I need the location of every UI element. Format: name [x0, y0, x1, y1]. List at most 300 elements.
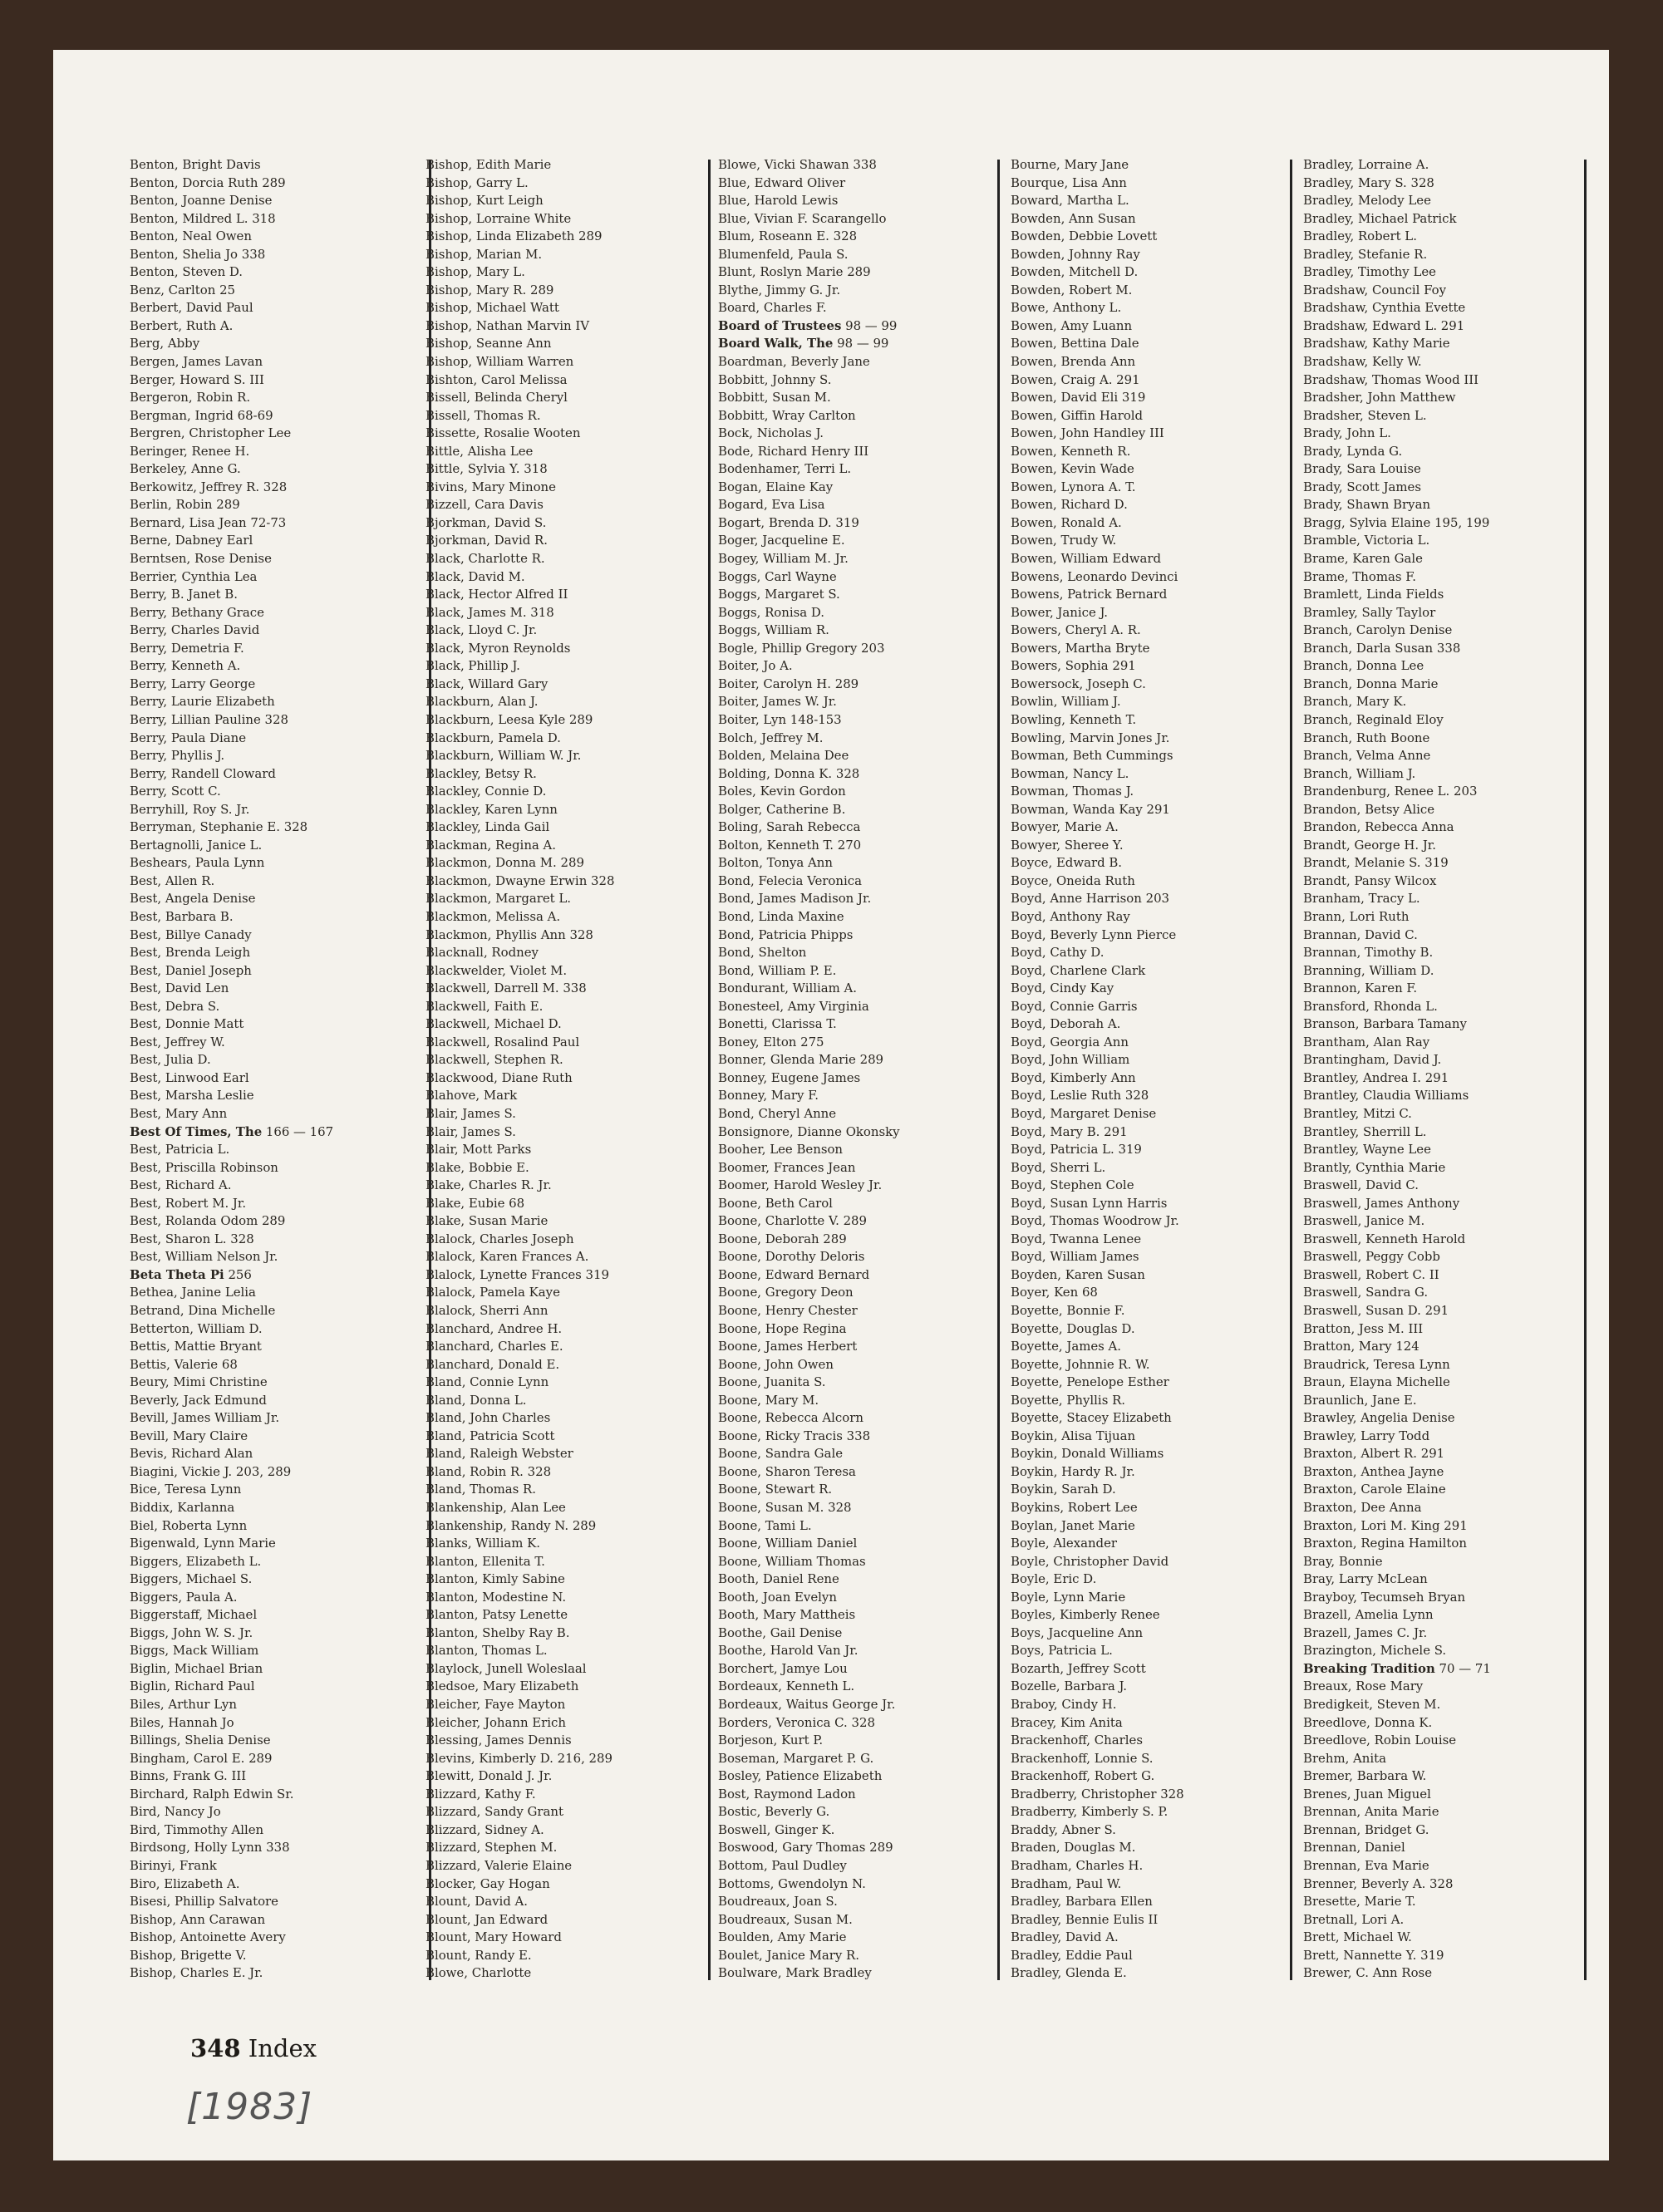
index-entry: Boyette, James A. — [1011, 1339, 1122, 1354]
index-column-5 — [1303, 156, 1491, 1983]
index-entry: Bowen, Richard D. — [1011, 497, 1128, 513]
index-entry: Bramlett, Linda Fields — [1303, 587, 1444, 602]
index-entry: Blount, Randy E. — [426, 1947, 532, 1963]
index-entry: Bowman, Thomas J. — [1011, 784, 1134, 799]
index-entry: Braswell, Janice M. — [1303, 1213, 1425, 1229]
index-entry: Berry, Phyllis J. — [130, 748, 225, 764]
index-entry: Blair, Mott Parks — [426, 1142, 532, 1158]
index-entry: Boyd, Patricia L. 319 — [1011, 1142, 1142, 1158]
index-entry: Branch, Ruth Boone — [1303, 730, 1430, 745]
index-entry: Benz, Carlton 25 — [130, 282, 236, 297]
index-entry: Berry, B. Janet B. — [130, 587, 238, 602]
index-entry: Bradshaw, Edward L. 291 — [1303, 317, 1465, 333]
index-entry: Bradley, Melody Lee — [1303, 193, 1431, 209]
index-entry: Bobbitt, Johnny S. — [718, 371, 832, 387]
index-entry: Bissette, Rosalie Wooten — [426, 425, 581, 441]
index-entry: Biddix, Karlanna — [130, 1500, 235, 1516]
index-entry: Blackburn, William W. Jr. — [426, 748, 582, 764]
index-entry: Best Of Times, The 166 — 167 — [130, 1123, 334, 1139]
index-entry: Brandon, Betsy Alice — [1303, 801, 1435, 817]
index-entry: Bishop, Ann Carawan — [130, 1911, 266, 1927]
index-entry: Bowden, Robert M. — [1011, 282, 1133, 297]
index-entry: Boone, Ricky Tracis 338 — [718, 1428, 871, 1443]
index-entry: Blake, Bobbie E. — [426, 1159, 529, 1175]
index-column-1 — [130, 156, 333, 1983]
index-entry: Best, Allen R. — [130, 873, 215, 888]
index-entry: Boyle, Eric D. — [1011, 1571, 1097, 1587]
index-entry: Boyden, Karen Susan — [1011, 1266, 1145, 1282]
index-entry: Blackwell, Darrell M. 338 — [426, 981, 587, 996]
index-entry: Blizzard, Stephen M. — [426, 1840, 558, 1856]
index-entry: Bond, Shelton — [718, 945, 807, 961]
index-entry: Blanks, William K. — [426, 1536, 540, 1551]
index-entry: Bond, Felecia Veronica — [718, 873, 862, 888]
index-entry: Beshears, Paula Lynn — [130, 855, 265, 871]
index-entry: Boggs, Carl Wayne — [718, 568, 837, 584]
index-entry: Bowers, Martha Bryte — [1011, 640, 1150, 656]
index-entry: Braxton, Carole Elaine — [1303, 1482, 1446, 1497]
index-entry: Bishop, Seanne Ann — [426, 336, 552, 351]
index-entry: Bond, James Madison Jr. — [718, 891, 872, 907]
index-entry: Boykin, Donald Williams — [1011, 1446, 1164, 1462]
index-entry: Boyette, Douglas D. — [1011, 1320, 1135, 1336]
index-entry: Brantly, Cynthia Marie — [1303, 1159, 1446, 1175]
index-entry: Bigenwald, Lynn Marie — [130, 1536, 276, 1551]
index-entry: Board of Trustees 98 — 99 — [718, 317, 898, 333]
index-entry: Best, Julia D. — [130, 1052, 211, 1068]
index-entry: Bowens, Leonardo Devinci — [1011, 568, 1178, 584]
index-entry: Blanchard, Charles E. — [426, 1339, 563, 1354]
index-entry: Bowman, Wanda Kay 291 — [1011, 801, 1170, 817]
index-entry: Brazington, Michele S. — [1303, 1643, 1447, 1659]
index-entry: Boyd, Connie Garris — [1011, 998, 1138, 1014]
index-entry: Berryman, Stephanie E. 328 — [130, 819, 308, 835]
index-entry: Brandon, Rebecca Anna — [1303, 819, 1454, 835]
index-entry: Berlin, Robin 289 — [130, 497, 240, 513]
index-entry: Bowden, Debbie Lovett — [1011, 229, 1158, 244]
index-entry: Brehm, Anita — [1303, 1750, 1387, 1766]
index-entry: Berry, Lillian Pauline 328 — [130, 711, 288, 727]
index-entry: Bradley, Bennie Eulis II — [1011, 1911, 1159, 1927]
index-entry: Bland, John Charles — [426, 1410, 551, 1426]
index-entry: Berntsen, Rose Denise — [130, 551, 272, 567]
index-entry: Bradley, Eddie Paul — [1011, 1947, 1133, 1963]
index-entry: Best, Richard A. — [130, 1177, 232, 1193]
index-entry: Bordeaux, Waitus George Jr. — [718, 1697, 896, 1713]
index-entry: Bradley, David A. — [1011, 1929, 1119, 1945]
index-entry: Bradsher, Steven L. — [1303, 407, 1427, 423]
index-entry: Boyd, Sherri L. — [1011, 1159, 1106, 1175]
index-entry: Brawley, Angelia Denise — [1303, 1410, 1455, 1426]
index-entry: Bishop, Charles E. Jr. — [130, 1965, 263, 1981]
index-entry: Boone, Edward Bernard — [718, 1266, 870, 1282]
index-entry: Black, Myron Reynolds — [426, 640, 571, 656]
index-entry: Blessing, James Dennis — [426, 1733, 572, 1748]
index-entry: Blue, Vivian F. Scarangello — [718, 210, 887, 226]
index-entry: Benton, Steven D. — [130, 264, 244, 280]
index-entry: Brady, John L. — [1303, 425, 1391, 441]
index-entry: Braxton, Regina Hamilton — [1303, 1536, 1467, 1551]
index-entry: Benton, Bright Davis — [130, 157, 261, 172]
index-entry: Branch, Donna Marie — [1303, 676, 1439, 691]
index-entry: Best, Daniel Joseph — [130, 962, 252, 978]
index-entry: Bowen, Giffin Harold — [1011, 407, 1144, 423]
index-entry: Bowman, Beth Cummings — [1011, 748, 1173, 764]
index-entry: Boyce, Oneida Ruth — [1011, 873, 1135, 888]
index-entry: Bethea, Janine Lelia — [130, 1285, 256, 1300]
index-entry: Bretnall, Lori A. — [1303, 1911, 1405, 1927]
index-entry: Blacknall, Rodney — [426, 945, 539, 961]
index-entry: Benton, Mildred L. 318 — [130, 210, 276, 226]
index-entry: Bergeron, Robin R. — [130, 390, 251, 406]
index-entry: Bredigkeit, Steven M. — [1303, 1697, 1441, 1713]
index-entry: Brackenhoff, Lonnie S. — [1011, 1750, 1154, 1766]
index-entry: Boyle, Christopher David — [1011, 1553, 1169, 1569]
column-divider — [997, 160, 1000, 1980]
index-entry: Braxton, Dee Anna — [1303, 1500, 1422, 1516]
index-entry: Beverly, Jack Edmund — [130, 1392, 267, 1408]
index-entry: Booth, Mary Mattheis — [718, 1607, 856, 1623]
index-entry: Brennan, Bridget G. — [1303, 1821, 1429, 1837]
index-entry: Bode, Richard Henry III — [718, 443, 869, 459]
index-entry: Boyette, Stacey Elizabeth — [1011, 1410, 1172, 1426]
index-entry: Bowden, Ann Susan — [1011, 210, 1136, 226]
index-entry: Best, Angela Denise — [130, 891, 256, 907]
index-entry: Brandt, Melanie S. 319 — [1303, 855, 1449, 871]
index-entry: Blue, Harold Lewis — [718, 193, 839, 209]
index-entry: Blanchard, Andree H. — [426, 1320, 563, 1336]
index-entry: Boudreaux, Susan M. — [718, 1911, 853, 1927]
index-entry: Boswood, Gary Thomas 289 — [718, 1840, 893, 1856]
index-entry: Boger, Jacqueline E. — [718, 533, 845, 548]
index-entry: Boone, Henry Chester — [718, 1303, 858, 1318]
index-entry: Boulet, Janice Mary R. — [718, 1947, 859, 1963]
index-entry: Boone, Rebecca Alcorn — [718, 1410, 863, 1426]
index-entry: Brett, Michael W. — [1303, 1929, 1412, 1945]
index-entry: Biel, Roberta Lynn — [130, 1517, 248, 1533]
index-entry: Best, Robert M. Jr. — [130, 1195, 247, 1211]
index-entry: Best, Rolanda Odom 289 — [130, 1213, 286, 1229]
index-entry: Best, Linwood Earl — [130, 1069, 249, 1085]
index-entry: Bowen, Kevin Wade — [1011, 461, 1134, 477]
index-entry: Bland, Connie Lynn — [426, 1374, 549, 1390]
index-entry: Blackburn, Pamela D. — [426, 730, 561, 745]
index-entry: Benton, Shelia Jo 338 — [130, 246, 266, 262]
index-entry: Best, Priscilla Robinson — [130, 1159, 278, 1175]
index-entry: Boyd, William James — [1011, 1249, 1139, 1265]
index-entry: Biggers, Paula A. — [130, 1589, 238, 1605]
index-entry: Bradsher, John Matthew — [1303, 390, 1456, 406]
index-entry: Boiter, James W. Jr. — [718, 694, 837, 710]
index-entry: Branson, Barbara Tamany — [1303, 1016, 1467, 1032]
index-entry: Boomer, Frances Jean — [718, 1159, 856, 1175]
index-entry: Bonner, Glenda Marie 289 — [718, 1052, 884, 1068]
index-entry: Best, Billye Canady — [130, 927, 252, 942]
index-entry: Bresette, Marie T. — [1303, 1894, 1416, 1910]
index-entry: Blalock, Pamela Kaye — [426, 1285, 560, 1300]
index-entry: Bradshaw, Kelly W. — [1303, 354, 1422, 370]
index-entry: Brandenburg, Renee L. 203 — [1303, 784, 1478, 799]
index-entry: Berry, Larry George — [130, 676, 256, 691]
index-entry: Blackley, Betsy R. — [426, 765, 537, 781]
index-entry: Braboy, Cindy H. — [1011, 1697, 1117, 1713]
index-entry: Biggs, John W. S. Jr. — [130, 1625, 253, 1640]
index-entry: Boone, Susan M. 328 — [718, 1500, 852, 1516]
index-entry: Boardman, Beverly Jane — [718, 354, 870, 370]
index-entry: Bowen, Kenneth R. — [1011, 443, 1131, 459]
index-entry: Bransford, Rhonda L. — [1303, 998, 1438, 1014]
index-entry: Bogart, Brenda D. 319 — [718, 514, 859, 530]
index-entry: Boone, Charlotte V. 289 — [718, 1213, 867, 1229]
index-entry: Bondurant, William A. — [718, 981, 857, 996]
index-entry: Blythe, Jimmy G. Jr. — [718, 282, 841, 297]
index-entry: Best, Donnie Matt — [130, 1016, 244, 1032]
index-entry: Bond, Linda Maxine — [718, 908, 844, 924]
index-entry: Blackwell, Stephen R. — [426, 1052, 563, 1068]
index-entry: Bittle, Alisha Lee — [426, 443, 534, 459]
index-entry: Bowyer, Marie A. — [1011, 819, 1119, 835]
index-entry: Boykins, Robert Lee — [1011, 1500, 1138, 1516]
index-entry: Blaylock, Junell Woleslaal — [426, 1660, 587, 1676]
index-entry: Blackwell, Rosalind Paul — [426, 1034, 580, 1049]
index-entry: Bowen, David Eli 319 — [1011, 390, 1146, 406]
index-entry: Bradley, Glenda E. — [1011, 1965, 1127, 1981]
index-entry: Blizzard, Sidney A. — [426, 1821, 544, 1837]
index-entry: Boone, John Owen — [718, 1356, 834, 1372]
index-entry: Boys, Patricia L. — [1011, 1643, 1113, 1659]
index-entry: Boswell, Ginger K. — [718, 1821, 835, 1837]
index-entry: Brawley, Larry Todd — [1303, 1428, 1430, 1443]
index-entry: Bishop, Linda Elizabeth 289 — [426, 229, 603, 244]
index-entry: Biles, Hannah Jo — [130, 1714, 234, 1730]
index-entry: Best, Debra S. — [130, 998, 220, 1014]
index-entry: Blunt, Roslyn Marie 289 — [718, 264, 871, 280]
index-entry: Birdsong, Holly Lynn 338 — [130, 1840, 290, 1856]
index-entry: Braun, Elayna Michelle — [1303, 1374, 1450, 1390]
index-entry: Brandt, George H. Jr. — [1303, 837, 1437, 853]
index-entry: Boyce, Edward B. — [1011, 855, 1123, 871]
index-entry: Boone, William Daniel — [718, 1536, 858, 1551]
index-entry: Biagini, Vickie J. 203, 289 — [130, 1463, 292, 1479]
index-entry: Berry, Demetria F. — [130, 640, 244, 656]
index-entry: Blackwood, Diane Ruth — [426, 1069, 573, 1085]
index-entry: Braswell, Robert C. II — [1303, 1266, 1439, 1282]
index-entry: Berry, Bethany Grace — [130, 604, 264, 620]
index-entry: Bowen, Lynora A. T. — [1011, 479, 1136, 494]
index-entry: Blackburn, Alan J. — [426, 694, 539, 710]
index-entry: Bisesi, Phillip Salvatore — [130, 1894, 278, 1910]
index-entry: Boone, Sharon Teresa — [718, 1463, 856, 1479]
column-divider — [1290, 160, 1292, 1980]
index-entry: Blackwell, Michael D. — [426, 1016, 562, 1032]
index-entry: Brady, Sara Louise — [1303, 461, 1421, 477]
index-entry: Bowen, Amy Luann — [1011, 317, 1133, 333]
index-entry: Blizzard, Valerie Elaine — [426, 1857, 573, 1873]
index-column-3 — [718, 156, 900, 1983]
index-entry: Blahove, Mark — [426, 1088, 518, 1104]
index-entry: Brannan, David C. — [1303, 927, 1418, 942]
index-entry: Branch, Darla Susan 338 — [1303, 640, 1461, 656]
index-entry: Boone, Stewart R. — [718, 1482, 833, 1497]
index-entry: Boone, Dorothy Deloris — [718, 1249, 865, 1265]
index-entry: Bland, Patricia Scott — [426, 1428, 555, 1443]
index-entry: Bishop, Mary L. — [426, 264, 525, 280]
index-entry: Bourque, Lisa Ann — [1011, 175, 1127, 190]
index-entry: Bettis, Mattie Bryant — [130, 1339, 262, 1354]
index-entry: Braswell, Sandra G. — [1303, 1285, 1429, 1300]
index-entry: Boyd, Cathy D. — [1011, 945, 1105, 961]
index-entry: Bradberry, Christopher 328 — [1011, 1786, 1184, 1802]
index-entry: Boles, Kevin Gordon — [718, 784, 846, 799]
index-entry: Brenes, Juan Miguel — [1303, 1786, 1431, 1802]
index-entry: Berry, Laurie Elizabeth — [130, 694, 275, 710]
index-entry: Bratton, Mary 124 — [1303, 1339, 1419, 1354]
index-entry: Boyd, Margaret Denise — [1011, 1105, 1157, 1121]
index-entry: Blake, Susan Marie — [426, 1213, 549, 1229]
index-entry: Boyd, Anthony Ray — [1011, 908, 1130, 924]
index-entry: Braswell, Peggy Cobb — [1303, 1249, 1440, 1265]
index-entry: Bonetti, Clarissa T. — [718, 1016, 837, 1032]
index-entry: Blanton, Ellenita T. — [426, 1553, 545, 1569]
index-entry: Blumenfeld, Paula S. — [718, 246, 849, 262]
index-entry: Boyles, Kimberly Renee — [1011, 1607, 1160, 1623]
index-entry: Bragg, Sylvia Elaine 195, 199 — [1303, 514, 1490, 530]
index-entry: Braswell, David C. — [1303, 1177, 1419, 1193]
index-entry: Blanton, Kimly Sabine — [426, 1571, 565, 1587]
index-entry: Brayboy, Tecumseh Bryan — [1303, 1589, 1466, 1605]
index-entry: Boone, Gregory Deon — [718, 1285, 854, 1300]
index-entry: Boyd, Beverly Lynn Pierce — [1011, 927, 1177, 942]
index-entry: Bradham, Paul W. — [1011, 1875, 1122, 1891]
index-entry: Bevill, James William Jr. — [130, 1410, 280, 1426]
index-entry: Bradley, Michael Patrick — [1303, 210, 1457, 226]
index-entry: Bowling, Kenneth T. — [1011, 711, 1137, 727]
index-entry: Blue, Edward Oliver — [718, 175, 846, 190]
index-entry: Bjorkman, David R. — [426, 533, 548, 548]
index-entry: Branham, Tracy L. — [1303, 891, 1420, 907]
index-entry: Berger, Howard S. III — [130, 371, 264, 387]
index-entry: Bowen, William Edward — [1011, 551, 1162, 567]
index-entry: Boykin, Hardy R. Jr. — [1011, 1463, 1135, 1479]
index-entry: Bland, Donna L. — [426, 1392, 527, 1408]
index-entry: Bertagnolli, Janice L. — [130, 837, 263, 853]
index-entry: Boyette, Phyllis R. — [1011, 1392, 1126, 1408]
index-entry: Best, Marsha Leslie — [130, 1088, 254, 1104]
index-entry: Bishop, Marian M. — [426, 246, 543, 262]
index-entry: Black, Phillip J. — [426, 658, 520, 674]
index-entry: Bobbitt, Wray Carlton — [718, 407, 856, 423]
index-entry: Blair, James S. — [426, 1105, 516, 1121]
index-entry: Billings, Shelia Denise — [130, 1733, 271, 1748]
index-entry: Blount, David A. — [426, 1894, 529, 1910]
index-entry: Bizzell, Cara Davis — [426, 497, 544, 513]
index-entry: Brantley, Claudia Williams — [1303, 1088, 1469, 1104]
index-entry: Bland, Raleigh Webster — [426, 1446, 573, 1462]
index-entry: Brame, Thomas F. — [1303, 568, 1416, 584]
index-entry: Boykin, Sarah D. — [1011, 1482, 1116, 1497]
index-entry: Bowling, Marvin Jones Jr. — [1011, 730, 1170, 745]
index-entry: Bond, Cheryl Anne — [718, 1105, 837, 1121]
index-entry: Brett, Nannette Y. 319 — [1303, 1947, 1444, 1963]
index-entry: Bevill, Mary Claire — [130, 1428, 248, 1443]
index-page — [53, 50, 1609, 2160]
index-entry: Blizzard, Sandy Grant — [426, 1804, 563, 1820]
index-entry: Bishton, Carol Melissa — [426, 371, 568, 387]
index-entry: Boone, Deborah 289 — [718, 1231, 847, 1246]
index-entry: Boyd, Stephen Cole — [1011, 1177, 1134, 1193]
column-divider — [1584, 160, 1587, 1980]
index-entry: Bishop, Brigette V. — [130, 1947, 247, 1963]
index-entry: Bradshaw, Cynthia Evette — [1303, 300, 1466, 316]
index-entry: Betterton, William D. — [130, 1320, 263, 1336]
index-entry: Beury, Mimi Christine — [130, 1374, 268, 1390]
index-entry: Bleicher, Faye Mayton — [426, 1697, 566, 1713]
index-entry: Biles, Arthur Lyn — [130, 1697, 237, 1713]
index-entry: Bozelle, Barbara J. — [1011, 1679, 1127, 1694]
index-entry: Bishop, Antoinette Avery — [130, 1929, 286, 1945]
index-entry: Bowden, Mitchell D. — [1011, 264, 1139, 280]
index-entry: Binns, Frank G. III — [130, 1768, 247, 1784]
index-entry: Boomer, Harold Wesley Jr. — [718, 1177, 883, 1193]
index-entry: Boling, Sarah Rebecca — [718, 819, 861, 835]
index-entry: Boyd, Charlene Clark — [1011, 962, 1146, 978]
index-entry: Blanton, Shelby Ray B. — [426, 1625, 570, 1640]
index-entry: Boylan, Janet Marie — [1011, 1517, 1135, 1533]
index-entry: Best, Brenda Leigh — [130, 945, 251, 961]
index-entry: Bettis, Valerie 68 — [130, 1356, 238, 1372]
index-entry: Blackmon, Melissa A. — [426, 908, 561, 924]
index-entry: Boys, Jacqueline Ann — [1011, 1625, 1144, 1640]
index-entry: Boone, Mary M. — [718, 1392, 819, 1408]
index-entry: Bergren, Christopher Lee — [130, 425, 292, 441]
index-entry: Boyd, Cindy Kay — [1011, 981, 1114, 996]
index-entry: Bray, Larry McLean — [1303, 1571, 1428, 1587]
index-entry: Boyette, Bonnie F. — [1011, 1303, 1125, 1318]
index-entry: Blount, Jan Edward — [426, 1911, 549, 1927]
index-entry: Best, William Nelson Jr. — [130, 1249, 278, 1265]
index-entry: Bowlin, William J. — [1011, 694, 1121, 710]
index-entry: Bratton, Jess M. III — [1303, 1320, 1424, 1336]
index-entry: Bolton, Kenneth T. 270 — [718, 837, 862, 853]
index-entry: Blankenship, Randy N. 289 — [426, 1517, 597, 1533]
index-entry: Bishop, Edith Marie — [426, 157, 552, 172]
index-entry: Bobbitt, Susan M. — [718, 390, 831, 406]
index-entry: Biggers, Michael S. — [130, 1571, 253, 1587]
index-entry: Boyle, Alexander — [1011, 1536, 1118, 1551]
page-number: 348 — [190, 2034, 241, 2062]
index-entry: Bourne, Mary Jane — [1011, 157, 1129, 172]
index-entry: Branch, Carolyn Denise — [1303, 622, 1453, 638]
index-entry: Brandt, Pansy Wilcox — [1303, 873, 1437, 888]
index-entry: Borders, Veronica C. 328 — [718, 1714, 875, 1730]
index-entry: Bolger, Catherine B. — [718, 801, 846, 817]
index-entry: Bice, Teresa Lynn — [130, 1482, 242, 1497]
index-entry: Braden, Douglas M. — [1011, 1840, 1136, 1856]
index-entry: Boyette, Johnnie R. W. — [1011, 1356, 1150, 1372]
index-entry: Bleicher, Johann Erich — [426, 1714, 566, 1730]
index-entry: Boyd, Twanna Lenee — [1011, 1231, 1142, 1246]
index-entry: Bishop, Kurt Leigh — [426, 193, 544, 209]
index-entry: Bonney, Eugene James — [718, 1069, 861, 1085]
index-entry: Bjorkman, David S. — [426, 514, 547, 530]
index-entry: Berry, Paula Diane — [130, 730, 247, 745]
index-entry: Black, Hector Alfred II — [426, 587, 568, 602]
index-entry: Boggs, William R. — [718, 622, 829, 638]
index-entry: Blackley, Linda Gail — [426, 819, 550, 835]
index-entry: Bowden, Johnny Ray — [1011, 246, 1140, 262]
index-entry: Boyd, Georgia Ann — [1011, 1034, 1129, 1049]
index-entry: Black, Lloyd C. Jr. — [426, 622, 538, 638]
